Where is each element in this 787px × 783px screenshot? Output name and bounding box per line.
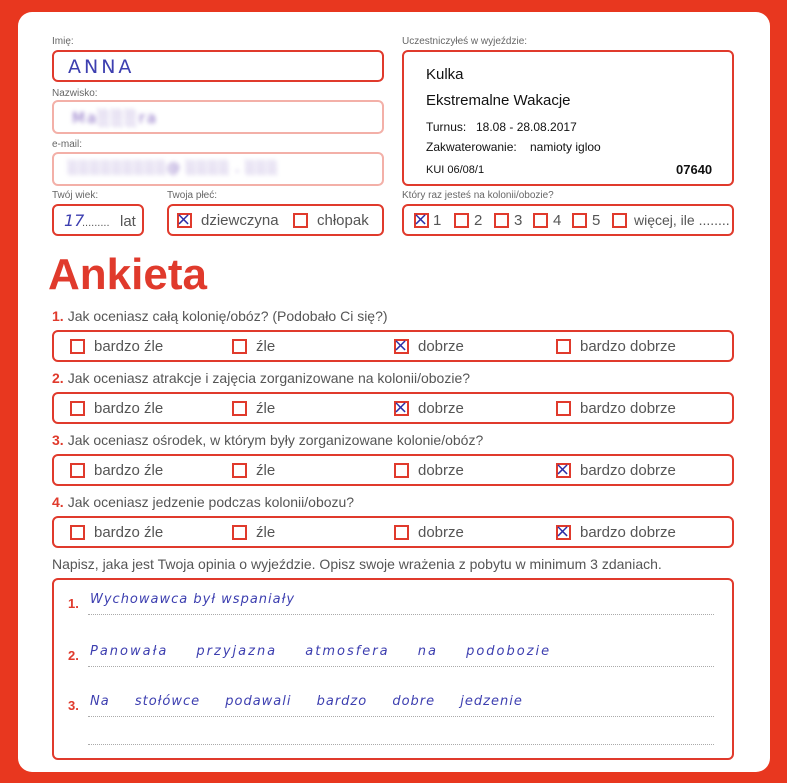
question-1-checkbox-3[interactable] <box>393 335 409 356</box>
question-4-answers <box>52 516 734 548</box>
question-1-option-1: bardzo źle <box>94 338 164 355</box>
question-3 <box>52 432 483 448</box>
question-1-answers <box>52 330 734 362</box>
check-mark-icon: × <box>555 521 571 542</box>
question-1-checkbox-1[interactable] <box>70 339 85 354</box>
trip-label: Uczestniczyłeś w wyjeździe: <box>402 36 528 47</box>
trip-code: KUI 06/08/1 <box>426 164 485 176</box>
email-label: e-mail: <box>52 139 83 150</box>
survey-title: Ankieta <box>48 250 207 299</box>
question-3-option-1: bardzo źle <box>94 462 164 479</box>
opinion-line-3-text: Na stołówce podawali bardzo dobre jedzenie <box>90 694 523 709</box>
question-4-number: 4. <box>52 494 64 510</box>
question-4-option-3: dobrze <box>418 524 464 541</box>
surname-label: Nazwisko: <box>52 88 98 99</box>
question-4-checkbox-2[interactable] <box>232 525 247 540</box>
question-2-answers <box>52 392 734 424</box>
question-1-checkbox-4[interactable] <box>556 339 571 354</box>
question-2-number: 2. <box>52 370 64 386</box>
times-checkbox-5[interactable] <box>572 213 587 228</box>
question-4-checkbox-1[interactable] <box>70 525 85 540</box>
opinion-line-1-number: 1. <box>68 596 79 611</box>
question-2-option-1: bardzo źle <box>94 400 164 417</box>
age-unit: lat <box>120 213 136 230</box>
opinion-line-1-rule <box>88 614 714 615</box>
question-1-option-2: źle <box>256 338 276 355</box>
times-option-3: 3 <box>514 212 523 229</box>
check-mark-icon: × <box>555 459 571 480</box>
opinion-line-3-rule <box>88 716 714 717</box>
times-label: Który raz jesteś na kolonii/obozie? <box>402 190 554 201</box>
question-2-checkbox-2[interactable] <box>232 401 247 416</box>
question-1-checkbox-2[interactable] <box>232 339 247 354</box>
age-dots: ......... <box>82 217 110 229</box>
trip-name: Ekstremalne Wakacje <box>426 92 571 109</box>
question-1 <box>52 308 388 324</box>
gender-field <box>167 204 384 236</box>
check-mark-icon: × <box>176 209 192 230</box>
gender-checkbox-girl[interactable] <box>176 209 192 230</box>
question-4-option-4: bardzo dobrze <box>580 524 676 541</box>
times-option-1: 1 <box>433 212 442 229</box>
survey-sheet <box>18 12 770 772</box>
age-value: 17 <box>64 211 85 230</box>
question-2-checkbox-1[interactable] <box>70 401 85 416</box>
trip-info-box <box>402 50 734 186</box>
times-option-4: 4 <box>553 212 562 229</box>
check-mark-icon: × <box>413 209 429 230</box>
question-4 <box>52 494 354 510</box>
name-value: ANNA <box>68 56 135 78</box>
opinion-line-2-number: 2. <box>68 648 79 663</box>
name-field[interactable] <box>52 50 384 82</box>
gender-option-girl: dziewczyna <box>201 212 279 229</box>
opinion-line-3-number: 3. <box>68 698 79 713</box>
trip-company: Kulka <box>426 66 464 83</box>
times-checkbox-3[interactable] <box>494 213 509 228</box>
times-checkbox-4[interactable] <box>533 213 548 228</box>
question-1-number: 1. <box>52 308 64 324</box>
question-1-text: Jak oceniasz całą kolonię/obóz? (Podobało Ci się?) <box>67 308 388 324</box>
question-4-option-2: źle <box>256 524 276 541</box>
opinion-line-2-rule <box>88 666 714 667</box>
question-2 <box>52 370 470 386</box>
question-3-checkbox-3[interactable] <box>394 463 409 478</box>
question-2-option-4: bardzo dobrze <box>580 400 676 417</box>
times-checkbox-1[interactable] <box>413 209 429 230</box>
question-4-option-1: bardzo źle <box>94 524 164 541</box>
accommodation-label: Zakwaterowanie: <box>426 140 517 154</box>
question-3-option-4: bardzo dobrze <box>580 462 676 479</box>
email-field[interactable] <box>52 152 384 186</box>
times-option-5: 5 <box>592 212 601 229</box>
question-2-option-2: źle <box>256 400 276 417</box>
gender-label: Twoja płeć: <box>167 190 218 201</box>
question-3-number: 3. <box>52 432 64 448</box>
opinion-line-extra-rule <box>88 744 714 745</box>
question-4-checkbox-4[interactable] <box>555 521 571 542</box>
question-3-checkbox-4[interactable] <box>555 459 571 480</box>
question-1-option-3: dobrze <box>418 338 464 355</box>
surname-value: Ma░░░ra <box>72 109 159 127</box>
question-2-text: Jak oceniasz atrakcje i zajęcia zorganizowane na kolonii/obozie? <box>67 370 471 386</box>
question-3-answers <box>52 454 734 486</box>
question-3-checkbox-2[interactable] <box>232 463 247 478</box>
name-label: Imię: <box>52 36 74 47</box>
trip-number: 07640 <box>676 162 713 177</box>
age-label: Twój wiek: <box>52 190 99 201</box>
question-3-checkbox-1[interactable] <box>70 463 85 478</box>
question-2-checkbox-4[interactable] <box>556 401 571 416</box>
email-value: ░░░░░░░░░@ ░░░░ . ░░░ <box>68 161 279 176</box>
opinion-line-2-text: Panowała przyjazna atmosfera na podobozie <box>90 644 552 659</box>
accommodation-value: namioty igloo <box>530 140 601 154</box>
times-option-more: więcej, ile ........ <box>634 212 730 228</box>
times-checkbox-2[interactable] <box>454 213 469 228</box>
question-4-checkbox-3[interactable] <box>394 525 409 540</box>
question-3-option-3: dobrze <box>418 462 464 479</box>
times-option-2: 2 <box>474 212 483 229</box>
question-1-option-4: bardzo dobrze <box>580 338 676 355</box>
times-field <box>402 204 734 236</box>
gender-option-boy: chłopak <box>317 212 369 229</box>
question-3-text: Jak oceniasz ośrodek, w którym były zorganizowane kolonie/obóz? <box>67 432 484 448</box>
question-2-checkbox-3[interactable] <box>393 397 409 418</box>
turnus-label: Turnus: <box>426 120 467 134</box>
opinion-prompt: Napisz, jaka jest Twoja opinia o wyjeździe. Opisz swoje wrażenia z pobytu w minimum 3 zdaniach. <box>52 556 662 572</box>
opinion-box[interactable] <box>52 578 734 760</box>
opinion-line-1-text: Wychowawca był wspaniały <box>90 592 296 607</box>
question-2-option-3: dobrze <box>418 400 464 417</box>
check-mark-icon: × <box>393 397 409 418</box>
times-checkbox-more[interactable] <box>612 213 627 228</box>
surname-field[interactable] <box>52 100 384 134</box>
question-3-option-2: źle <box>256 462 276 479</box>
turnus-value: 18.08 - 28.08.2017 <box>476 120 577 134</box>
gender-checkbox-boy[interactable] <box>293 213 308 228</box>
age-field[interactable] <box>52 204 144 236</box>
check-mark-icon: × <box>393 335 409 356</box>
question-4-text: Jak oceniasz jedzenie podczas kolonii/obozu? <box>67 494 355 510</box>
